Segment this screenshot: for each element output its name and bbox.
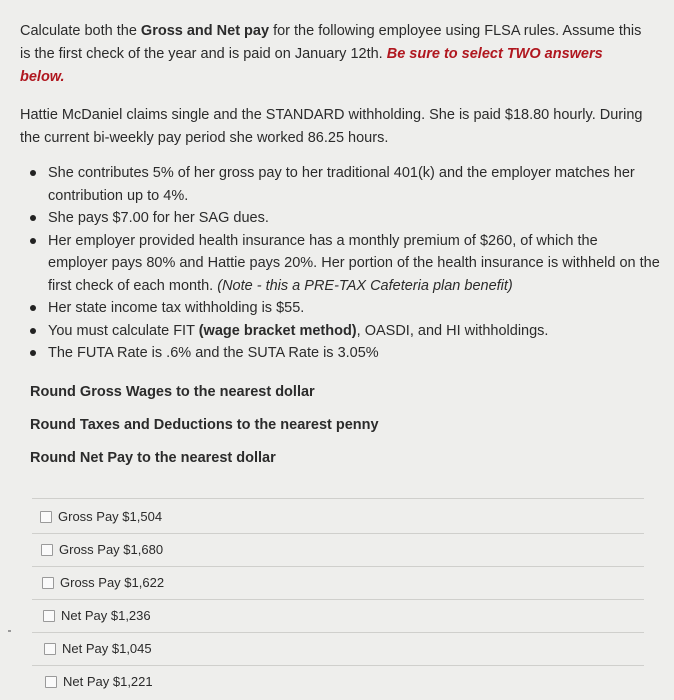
round-net-instruction: Round Net Pay to the nearest dollar: [30, 450, 276, 466]
answer-option-gross-1680[interactable]: [41, 542, 163, 557]
list-item: Her state income tax withholding is $55.: [30, 297, 660, 320]
details-list: [30, 162, 660, 365]
intro-bold-gross-net: Gross and Net pay: [140, 23, 270, 39]
option-label: Gross Pay $1,622: [60, 575, 165, 590]
list-item: Her employer provided health insurance has a monthly premium of $260, of which the employer pays 80% and Hattie pays 20%. Her portion of the health insurance is withheld on the first check of each month. (Note - this a PRE-TAX Cafeteria plan benefit): [30, 230, 660, 298]
list-item: She pays $7.00 for her SAG dues.: [30, 207, 660, 230]
checkbox-icon[interactable]: [44, 643, 56, 655]
answer-option-gross-1504[interactable]: [40, 509, 162, 524]
checkbox-icon[interactable]: [41, 544, 53, 556]
round-gross-instruction: Round Gross Wages to the nearest dollar: [30, 384, 315, 400]
intro-text-c: for the following employee using FLSA rules. Assume this is the first check of the year and is paid on January 12th.: [20, 23, 642, 62]
round-taxes-instruction: Round Taxes and Deductions to the nearest penny: [30, 417, 379, 433]
list-item: The FUTA Rate is .6% and the SUTA Rate is 3.05%: [30, 342, 660, 365]
option-label: Net Pay $1,045: [62, 641, 152, 656]
checkbox-icon[interactable]: [43, 610, 55, 622]
option-label: Net Pay $1,236: [61, 608, 151, 623]
wage-bracket-method: (wage bracket method): [198, 322, 357, 339]
checkbox-icon[interactable]: [42, 577, 54, 589]
divider: [32, 533, 644, 534]
divider: [32, 498, 644, 499]
employee-description: Hattie McDaniel claims single and the STANDARD withholding. She is paid $18.80 hourly. During the current bi-weekly pay period she worked 86.25 hours.: [20, 107, 643, 146]
question-intro: [20, 20, 650, 89]
answer-option-net-1221[interactable]: [45, 674, 153, 689]
pretax-note: (Note - this a PRE-TAX Cafeteria plan benefit): [217, 277, 513, 294]
option-label: Gross Pay $1,680: [59, 542, 164, 557]
divider: [32, 566, 644, 567]
divider: [32, 665, 644, 666]
list-item: She contributes 5% of her gross pay to her traditional 401(k) and the employer matches her contribution up to 4%.: [30, 162, 660, 207]
margin-mark: [8, 630, 11, 632]
intro-text-a: Calculate both the: [20, 23, 141, 39]
option-label: Gross Pay $1,504: [58, 509, 163, 524]
checkbox-icon[interactable]: [40, 511, 52, 523]
divider: [32, 632, 644, 633]
checkbox-icon[interactable]: [45, 676, 57, 688]
answer-option-gross-1622[interactable]: [42, 575, 164, 590]
list-item: You must calculate FIT (wage bracket method), OASDI, and HI withholdings.: [30, 320, 660, 343]
answer-option-net-1045[interactable]: [44, 641, 152, 656]
select-two-instruction: Be sure to select TWO answers below.: [20, 46, 603, 85]
option-label: Net Pay $1,221: [63, 674, 153, 689]
divider: [32, 599, 644, 600]
answer-option-net-1236[interactable]: [43, 608, 151, 623]
